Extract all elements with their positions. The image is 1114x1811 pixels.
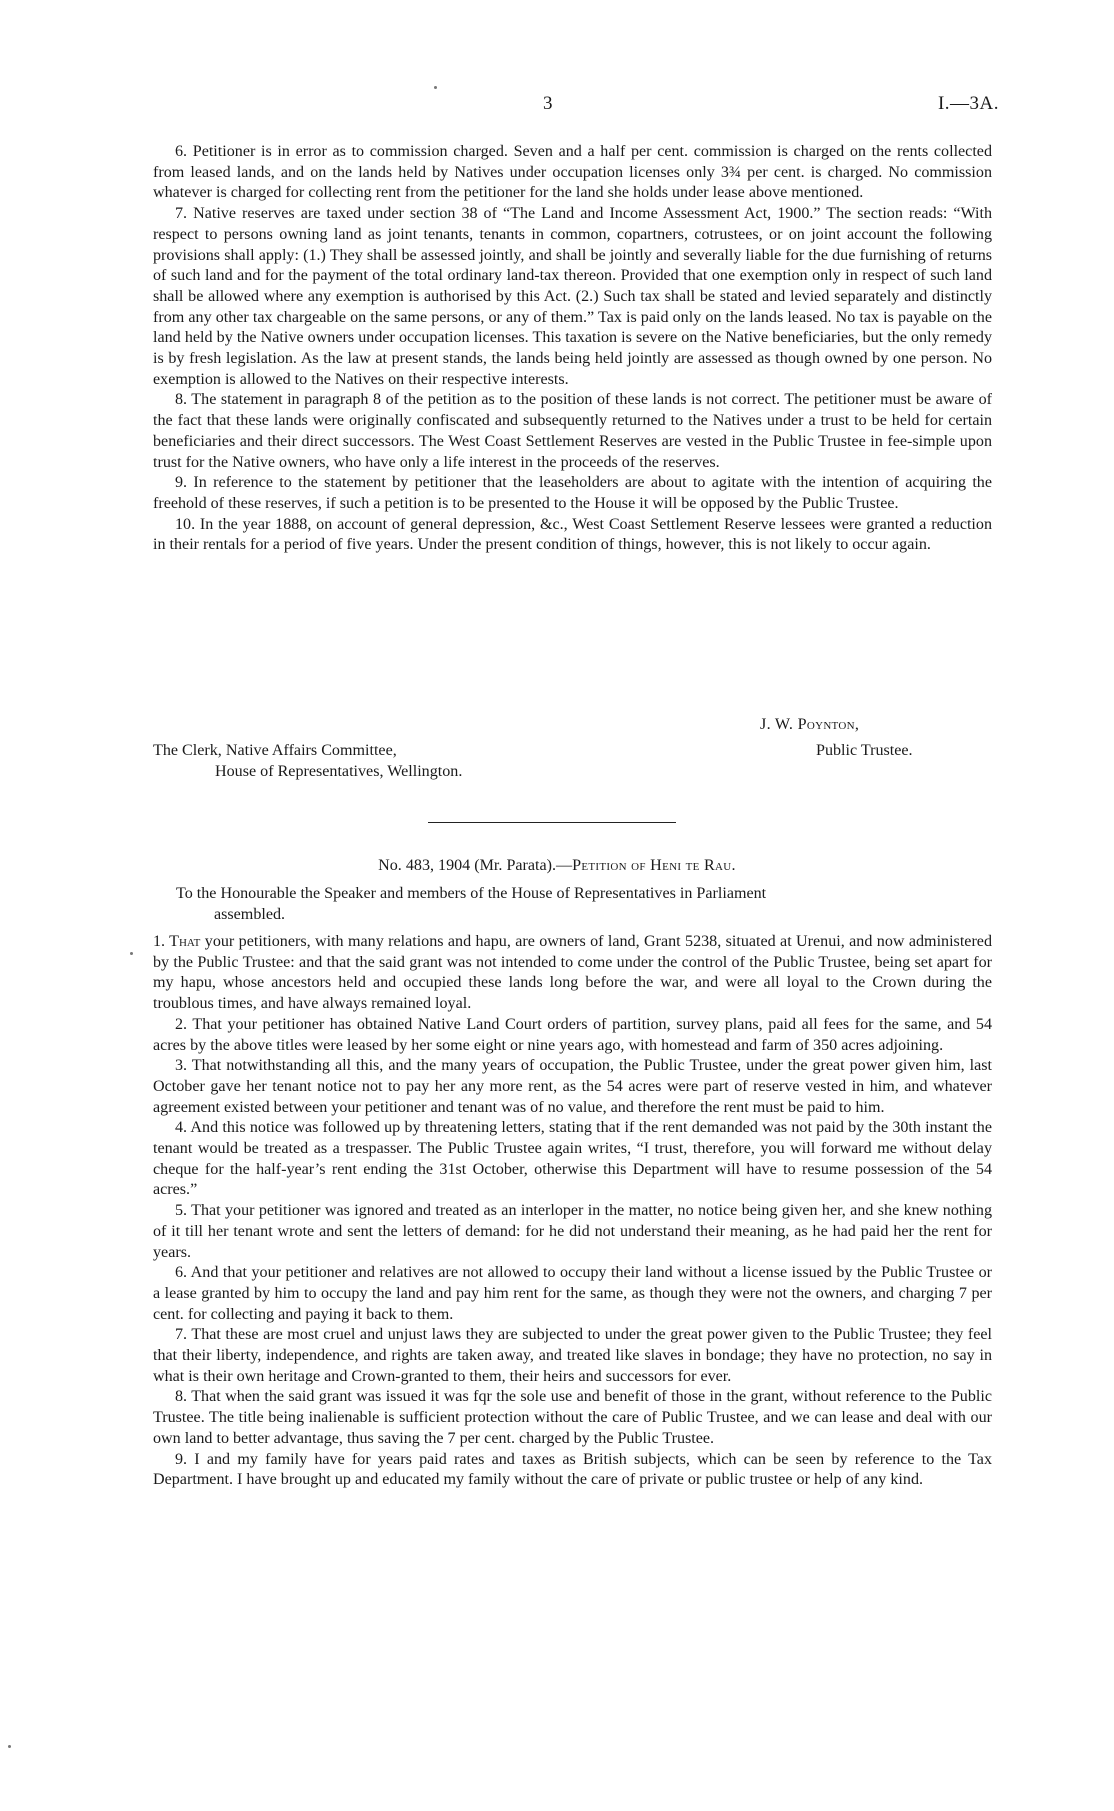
petition-address-line-1: To the Honourable the Speaker and members of the House of Representatives in Parliament	[176, 885, 767, 902]
petition-paragraph-3: 3. That notwithstanding all this, and the many years of occupation, the Public Trustee, under the great power given him, last October gave her tenant notice not to pay her any more rent, as the 54 acres were part of reserve vested in him, and whatever agreement existed between your petitioner and tenant was of no value, and therefore the rent must be paid to him.	[153, 1057, 992, 1116]
paragraph-9: 9. In reference to the statement by petitioner that the leaseholders are about to agitate with the intention of acquiring the freehold of these reserves, if such a petition is to be presented to the House it will be opposed by the Public Trustee.	[153, 474, 992, 512]
paragraph-8: 8. The statement in paragraph 8 of the petition as to the position of these lands is not correct. The petitioner must be aware of the fact that these lands were originally confiscated and subsequently returned to the Natives under a trust to be held for certain beneficiaries and their direct successors. The West Coast Settlement Reserves are vested in the Public Trustee in fee-simple upon trust for the Native owners, who have only a life interest in the proceeds of the reserves.	[153, 391, 992, 471]
petition-heading	[0, 856, 1114, 877]
scan-speck	[8, 1745, 11, 1748]
petition-paragraph-6: 6. And that your petitioner and relatives are not allowed to occupy their land without a license issued by the Public Trustee or a lease granted by him to occupy the land and pay him rent for the same, as though they were not the owners, and charging 7 per cent. for collecting and paying it back to them.	[153, 1264, 992, 1323]
petition-address	[176, 884, 992, 925]
paragraph-7: 7. Native reserves are taxed under section 38 of “The Land and Income Assessment Act, 1900.” The section reads: “With respect to persons owning land as joint tenants, tenants in common, copartners, cotrustees, or on joint account the following provisions shall apply: (1.) They shall be assessed jointly, and shall be jointly and severally liable for the due furnishing of returns of such land and for the payment of the total ordinary land-tax thereon. Provided that one exemption only in respect of such land shall be allowed where any exemption is authorised by this Act. (2.) Such tax shall be stated and levied separately and distinctly from any other tax chargeable on the same persons, or any of them.” Tax is paid only on the lands leased. No tax is payable on the land held by the Native owners under occupation licenses. This taxation is severe on the Native beneficiaries, but the only remedy is by fresh legislation. As the law at present stands, the lands being held jointly are assessed as though owned by one person. No exemption is allowed to the Natives on their respective interests.	[153, 205, 992, 388]
page-number: 3	[543, 93, 553, 114]
public-trustee-report	[153, 142, 992, 556]
petition-paragraph-1	[153, 932, 992, 1015]
petition-title: Petition of Heni te Rau.	[572, 857, 736, 874]
addressee-line-2: House of Representatives, Wellington.	[215, 763, 463, 780]
paragraph-6: 6. Petitioner is in error as to commission charged. Seven and a half per cent. commission is charged on the rents collected from leased lands, and on the lands held by Natives under occupation licenses only 3¾ per cent. is charged. No commission whatever is charged for collecting rent from the petitioner for the land she holds under lease above mentioned.	[153, 143, 992, 202]
petition-paragraph-5: 5. That your petitioner was ignored and treated as an interloper in the matter, no notice being given her, and she knew nothing of it till her tenant wrote and sent the letters of demand: for he did not understand their meaning, as he had paid her the rent for years.	[153, 1202, 992, 1261]
petition-body	[153, 932, 992, 1491]
paragraph-10: 10. In the year 1888, on account of general depression, &c., West Coast Settlement Reserve lessees were granted a reduction in their rentals for a period of five years. Under the present condition of things, however, this is not likely to occur again.	[153, 515, 992, 554]
scan-speck	[130, 952, 133, 955]
petition-paragraph-7: 7. That these are most cruel and unjust laws they are subjected to under the great power given to the Public Trustee; they feel that their liberty, independence, and rights are taken away, and treated like slaves in bondage; they have no protection, no say in what is their own heritage and Crown-granted to them, their heirs and successors for ever.	[153, 1326, 992, 1385]
section-divider	[428, 822, 676, 823]
petition-paragraph-9: 9. I and my family have for years paid rates and taxes as British subjects, which can be seen by reference to the Tax Department. I have brought up and educated my family without the care of private or public trustee or help of any kind.	[153, 1450, 992, 1489]
petition-address-line-2: assembled.	[214, 905, 286, 923]
scan-speck	[434, 86, 437, 89]
petition-paragraph-1-text: your petitioners, with many relations and hapu, are owners of land, Grant 5238, situated at Urenui, and now administered by the Public Trustee: and that the said grant was not intended to come under the control of the Public Trustee, being set apart for my hapu, whose ancestors held and occupied these lands long before the war, and were all loyal to the Crown during the troublous times, and have always remained loyal.	[153, 933, 992, 1013]
addressee-line-1: The Clerk, Native Affairs Committee,	[153, 742, 397, 759]
petition-paragraph-8: 8. That when the said grant was issued it was fqr the sole use and benefit of those in the grant, without reference to the Public Trustee. The title being inalienable is sufficient protection without the care of Public Trustee, and we can lease and deal with our own land to better advantage, thus saving the 7 per cent. charged by the Public Trustee.	[153, 1388, 992, 1447]
petition-paragraph-4: 4. And this notice was followed up by threatening letters, stating that if the rent demanded was not paid by the 30th instant the tenant would be treated as a trespasser. The Public Trustee again writes, “I trust, therefore, you will forward me without delay cheque for the half-year’s rent ending the 31st October, otherwise this Department will have to resume possession of the 54 acres.”	[153, 1119, 992, 1199]
paper-reference: I.—3A.	[937, 93, 999, 114]
page-header	[0, 94, 1114, 118]
signatory-title: Public Trustee.	[816, 742, 913, 759]
petition-paragraph-1-lead: 1. That	[153, 933, 201, 950]
petition-number: No. 483, 1904 (Mr. Parata).—	[378, 857, 573, 874]
petition-paragraph-2: 2. That your petitioner has obtained Native Land Court orders of partition, survey plans, paid all fees for the same, and 54 acres by the above titles were leased by her some eight or nine years ago, with homestead and farm of 350 acres adjoining.	[153, 1015, 992, 1054]
signatory-name: J. W. Poynton,	[760, 716, 860, 733]
